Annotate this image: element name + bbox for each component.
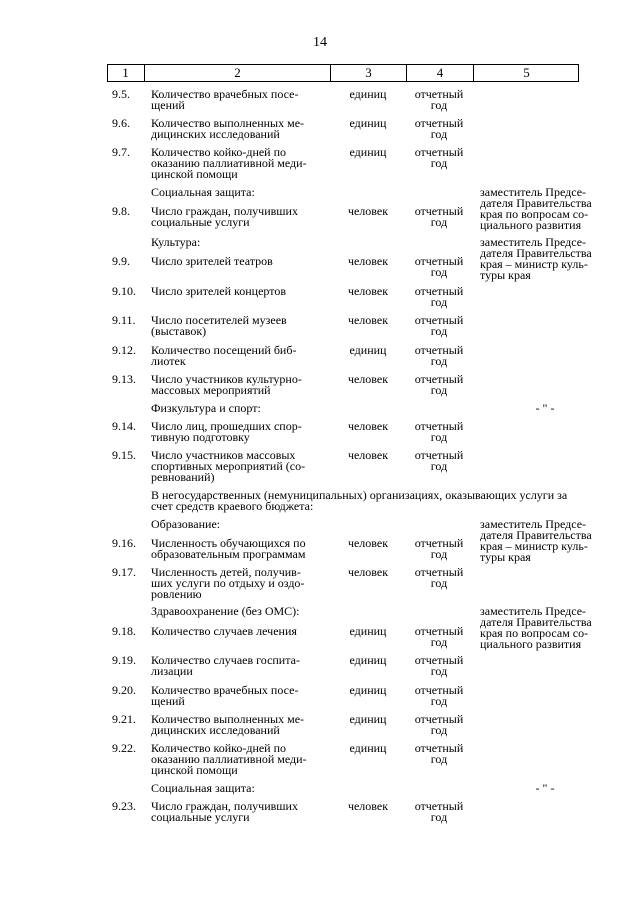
row-number: 9.21. (112, 712, 136, 726)
reporting-period: отчетный год (414, 254, 464, 279)
row-number: 9.5. (112, 87, 130, 101)
indicator-name: Количество выполненных ме- дицинских исследований (151, 712, 305, 737)
reporting-period: отчетный год (414, 284, 464, 309)
indicator-name: Количество врачебных посе- щений (151, 87, 299, 112)
header-col-1: 1 (107, 64, 145, 82)
row-number: 9.18. (112, 624, 136, 638)
reporting-period: отчетный год (414, 116, 464, 141)
indicator-name: Число граждан, получивших социальные услуги (151, 204, 298, 229)
page-number: 14 (313, 35, 327, 50)
unit-of-measure: единиц (349, 741, 387, 755)
row-number: 9.10. (112, 284, 136, 298)
reporting-period: отчетный год (414, 448, 464, 473)
row-number: 9.9. (112, 254, 130, 268)
reporting-period: отчетный год (414, 683, 464, 708)
row-number: 9.22. (112, 741, 136, 755)
section-title: Здравоохранение (без ОМС): (151, 604, 300, 618)
group-heading: В негосударственных (немуниципальных) организациях, оказывающих услуги за счет средств краевого бюджета: (151, 488, 568, 513)
reporting-period: отчетный год (414, 313, 464, 338)
section-title: Культура: (151, 235, 201, 249)
row-number: 9.15. (112, 448, 136, 462)
indicator-name: Количество койко-дней по оказанию паллиативной меди- цинской помощи (151, 145, 307, 181)
reporting-period: отчетный год (414, 343, 464, 368)
unit-of-measure: человек (347, 372, 389, 386)
section-title: Физкультура и спорт: (151, 401, 261, 415)
reporting-period: отчетный год (414, 741, 464, 766)
indicator-name: Количество койко-дней по оказанию паллиативной меди- цинской помощи (151, 741, 307, 777)
unit-of-measure: человек (347, 284, 389, 298)
unit-of-measure: человек (347, 536, 389, 550)
row-number: 9.8. (112, 204, 130, 218)
unit-of-measure: единиц (349, 624, 387, 638)
indicator-name: Количество посещений биб- лиотек (151, 343, 297, 368)
indicator-name: Численность детей, получив- ших услуги по отдыху и оздо- ровлению (151, 565, 305, 601)
row-number: 9.13. (112, 372, 136, 386)
unit-of-measure: человек (347, 313, 389, 327)
indicator-name: Число посетителей музеев (выставок) (151, 313, 287, 338)
responsible-official: заместитель Предсе- дателя Правительства края по вопросам со- циального развития (480, 604, 592, 651)
reporting-period: отчетный год (414, 204, 464, 229)
unit-of-measure: человек (347, 254, 389, 268)
indicator-name: Число лиц, прошедших спор- тивную подготовку (151, 419, 302, 444)
section-title: Образование: (151, 517, 221, 531)
reporting-period: отчетный год (414, 372, 464, 397)
responsible-official: - " - (535, 401, 555, 415)
indicator-name: Количество выполненных ме- дицинских исследований (151, 116, 305, 141)
row-number: 9.20. (112, 683, 136, 697)
row-number: 9.19. (112, 653, 136, 667)
unit-of-measure: человек (347, 448, 389, 462)
responsible-official: заместитель Предсе- дателя Правительства края – министр куль- туры края (480, 517, 592, 564)
responsible-official: заместитель Предсе- дателя Правительства края – министр куль- туры края (480, 235, 592, 282)
indicator-name: Количество врачебных посе- щений (151, 683, 299, 708)
reporting-period: отчетный год (414, 145, 464, 170)
header-col-2: 2 (145, 64, 331, 82)
reporting-period: отчетный год (414, 712, 464, 737)
header-col-5: 5 (523, 65, 530, 80)
unit-of-measure: единиц (349, 343, 387, 357)
section-title: Социальная защита: (151, 781, 255, 795)
reporting-period: отчетный год (414, 419, 464, 444)
indicator-name: Количество случаев госпита- лизации (151, 653, 300, 678)
reporting-period: отчетный год (414, 565, 464, 590)
reporting-period: отчетный год (414, 653, 464, 678)
indicator-name: Число зрителей театров (151, 254, 273, 268)
indicator-name: Число зрителей концертов (151, 284, 286, 298)
unit-of-measure: единиц (349, 653, 387, 667)
row-number: 9.17. (112, 565, 136, 579)
row-number: 9.12. (112, 343, 136, 357)
section-title: Социальная защита: (151, 185, 255, 199)
responsible-official: заместитель Предсе- дателя Правительства края по вопросам со- циального развития (480, 185, 592, 232)
header-col-3: 3 (331, 64, 407, 82)
row-number: 9.11. (112, 313, 136, 327)
unit-of-measure: человек (347, 419, 389, 433)
unit-of-measure: единиц (349, 116, 387, 130)
reporting-period: отчетный год (414, 624, 464, 649)
row-number: 9.6. (112, 116, 130, 130)
unit-of-measure: единиц (349, 712, 387, 726)
unit-of-measure: человек (347, 799, 389, 813)
table-header (107, 64, 579, 82)
reporting-period: отчетный год (414, 536, 464, 561)
indicator-name: Число участников культурно- массовых мероприятий (151, 372, 302, 397)
row-number: 9.7. (112, 145, 130, 159)
unit-of-measure: единиц (349, 87, 387, 101)
header-col-4: 4 (407, 64, 474, 82)
indicator-name: Численность обучающихся по образовательным программам (151, 536, 306, 561)
unit-of-measure: единиц (349, 145, 387, 159)
unit-of-measure: человек (347, 565, 389, 579)
row-number: 9.23. (112, 799, 136, 813)
indicator-name: Число участников массовых спортивных мероприятий (со- ревнований) (151, 448, 306, 484)
unit-of-measure: единиц (349, 683, 387, 697)
row-number: 9.14. (112, 419, 136, 433)
reporting-period: отчетный год (414, 799, 464, 824)
reporting-period: отчетный год (414, 87, 464, 112)
indicator-name: Количество случаев лечения (151, 624, 297, 638)
unit-of-measure: человек (347, 204, 389, 218)
responsible-official: - " - (535, 781, 555, 795)
indicator-name: Число граждан, получивших социальные услуги (151, 799, 298, 824)
row-number: 9.16. (112, 536, 136, 550)
